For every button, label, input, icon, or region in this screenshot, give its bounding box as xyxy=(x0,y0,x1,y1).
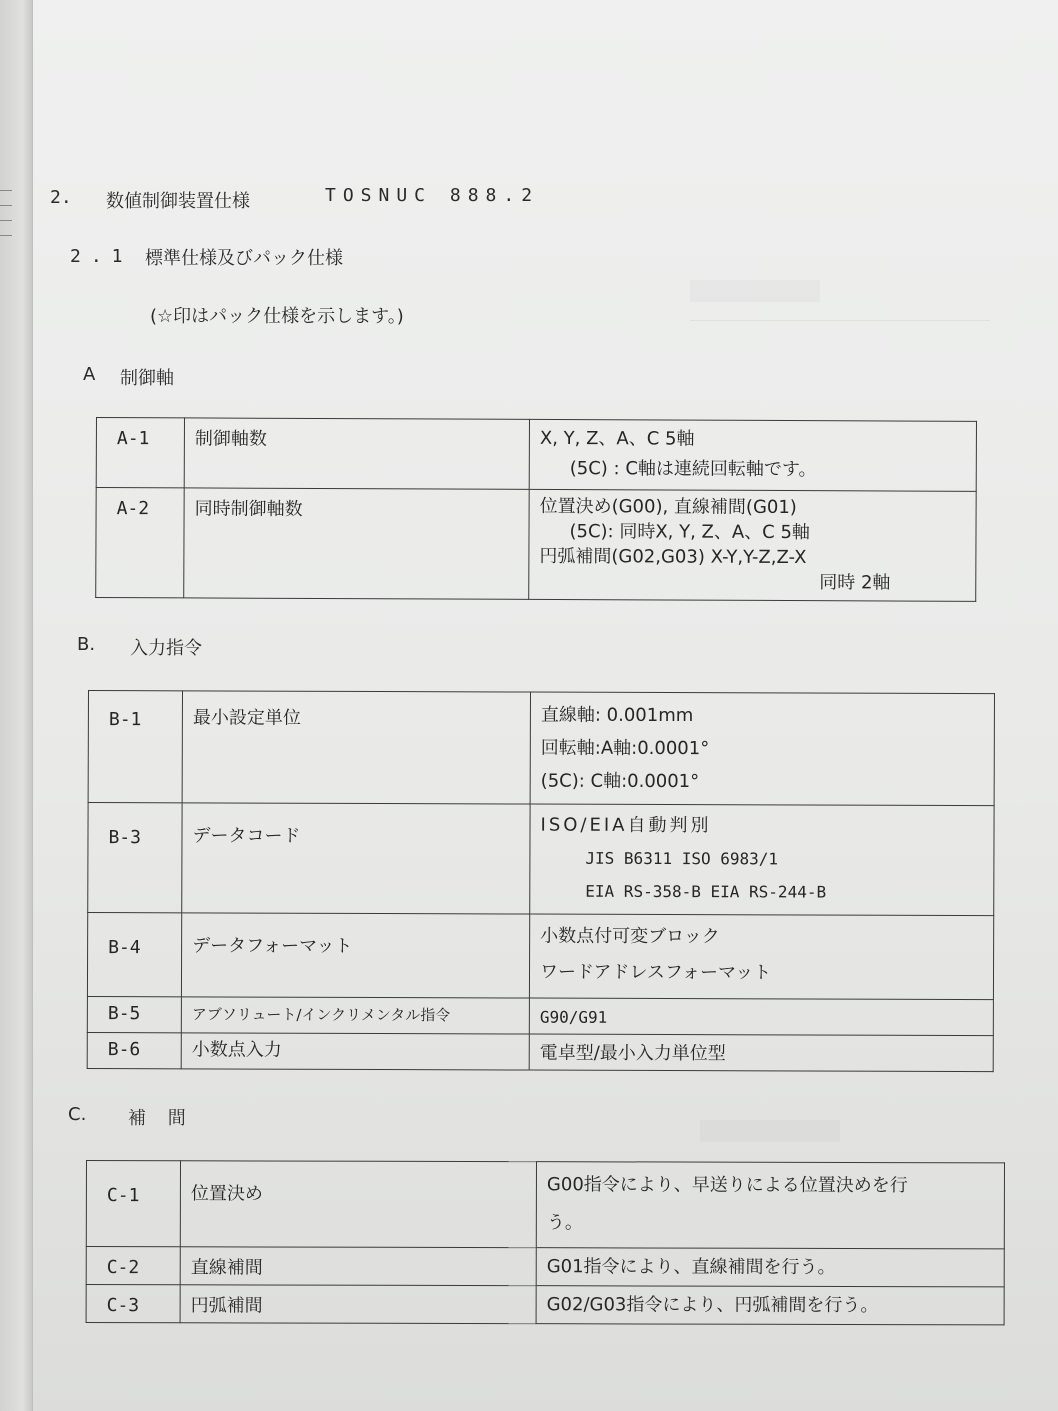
desc-line: ISO/EIA自動判別 xyxy=(540,814,712,837)
section-a-label: A xyxy=(83,364,96,385)
table-input-commands xyxy=(87,690,995,1072)
row-code: B-5 xyxy=(87,996,181,1032)
table-row xyxy=(96,418,976,492)
section-a-title: 制御軸 xyxy=(120,368,174,389)
desc-line: X, Y, Z、A、C 5軸 xyxy=(539,427,695,450)
section-c-label: C. xyxy=(68,1104,87,1125)
table-row xyxy=(96,488,976,602)
row-description xyxy=(536,1248,1004,1287)
row-code: A-1 xyxy=(96,418,184,488)
desc-line: う。 xyxy=(546,1212,583,1234)
row-name: 制御軸数 xyxy=(184,418,529,490)
show-through-shading xyxy=(690,280,820,302)
row-code: B-3 xyxy=(88,803,182,913)
row-description xyxy=(529,1034,993,1072)
row-code: B-1 xyxy=(88,691,182,803)
show-through-shading xyxy=(690,320,990,321)
table-row xyxy=(86,1247,1004,1287)
section-number: 2. xyxy=(50,187,72,208)
row-name: 最小設定単位 xyxy=(182,691,530,804)
desc-line: G00指令により、早送りによる位置決めを行 xyxy=(546,1174,908,1197)
row-description xyxy=(529,914,993,1000)
show-through-shading xyxy=(700,1120,840,1142)
table-row xyxy=(87,913,993,1000)
row-code: C-2 xyxy=(86,1247,180,1285)
desc-line: 円弧補間(G02,G03) X-Y,Y-Z,Z-X xyxy=(539,545,807,569)
row-description xyxy=(529,998,993,1036)
row-code: C-1 xyxy=(86,1161,180,1247)
table-row xyxy=(86,1161,1004,1249)
section-c-title: 補 間 xyxy=(128,1108,194,1129)
row-description xyxy=(529,489,976,601)
desc-line: 回転軸:A軸:0.0001° xyxy=(540,737,710,760)
row-name: アブソリュート/インクリメンタル指令 xyxy=(181,997,529,1034)
row-name: データフォーマット xyxy=(181,913,529,998)
desc-line: 直線軸: 0.001mm xyxy=(540,704,694,727)
row-description xyxy=(536,1286,1004,1325)
table-interpolation xyxy=(86,1160,1005,1325)
binder-edge xyxy=(0,0,33,1411)
subsection-number: 2.1 xyxy=(70,246,133,267)
desc-line: ワードアドレスフォーマット xyxy=(539,961,772,984)
desc-line: G90/G91 xyxy=(539,1007,608,1027)
desc-line: (5C) : C軸は連続回転軸です。 xyxy=(569,458,817,481)
desc-line: (5C): C軸:0.0001° xyxy=(540,770,700,793)
desc-line: (5C): 同時X, Y, Z、A、C 5軸 xyxy=(569,521,811,544)
table-row xyxy=(88,691,994,806)
row-code: B-4 xyxy=(87,913,181,997)
section-b-title: 入力指令 xyxy=(130,638,202,659)
row-code: A-2 xyxy=(96,488,184,598)
row-description xyxy=(536,1162,1004,1249)
desc-line: 電卓型/最小入力単位型 xyxy=(539,1042,726,1065)
desc-line: G02/G03指令により、円弧補間を行う。 xyxy=(546,1294,879,1317)
row-description xyxy=(529,419,976,491)
section-title: 数値制御装置仕様 xyxy=(106,191,250,212)
row-name: データコード xyxy=(182,803,530,914)
section-b-label: B. xyxy=(77,634,96,655)
row-name: 同時制御軸数 xyxy=(184,488,529,600)
row-name: 直線補間 xyxy=(180,1247,536,1286)
table-row xyxy=(87,996,993,1035)
row-description xyxy=(530,692,994,806)
table-control-axes xyxy=(95,417,977,602)
row-name: 位置決め xyxy=(180,1161,536,1248)
table-row xyxy=(86,1285,1004,1325)
desc-line: EIA RS-358-B EIA RS-244-B xyxy=(585,881,827,902)
row-description xyxy=(530,804,994,916)
table-row xyxy=(87,1032,993,1071)
row-code: C-3 xyxy=(86,1285,180,1323)
desc-line: G01指令により、直線補間を行う。 xyxy=(546,1256,836,1278)
desc-line: 同時 2軸 xyxy=(819,572,891,594)
row-code: B-6 xyxy=(87,1032,181,1068)
subsection-title: 標準仕様及びパック仕様 xyxy=(145,248,343,269)
row-name: 円弧補間 xyxy=(180,1285,536,1324)
model-name: TOSNUC 888.2 xyxy=(325,185,540,206)
desc-line: 位置決め(G00), 直線補間(G01) xyxy=(539,495,797,519)
desc-line: JIS B6311 ISO 6983/1 xyxy=(585,848,779,869)
desc-line: 小数点付可変ブロック xyxy=(540,925,720,948)
row-name: 小数点入力 xyxy=(181,1033,529,1070)
table-row xyxy=(88,803,994,916)
pack-spec-note: (☆印はパック仕様を示します。) xyxy=(150,306,404,327)
